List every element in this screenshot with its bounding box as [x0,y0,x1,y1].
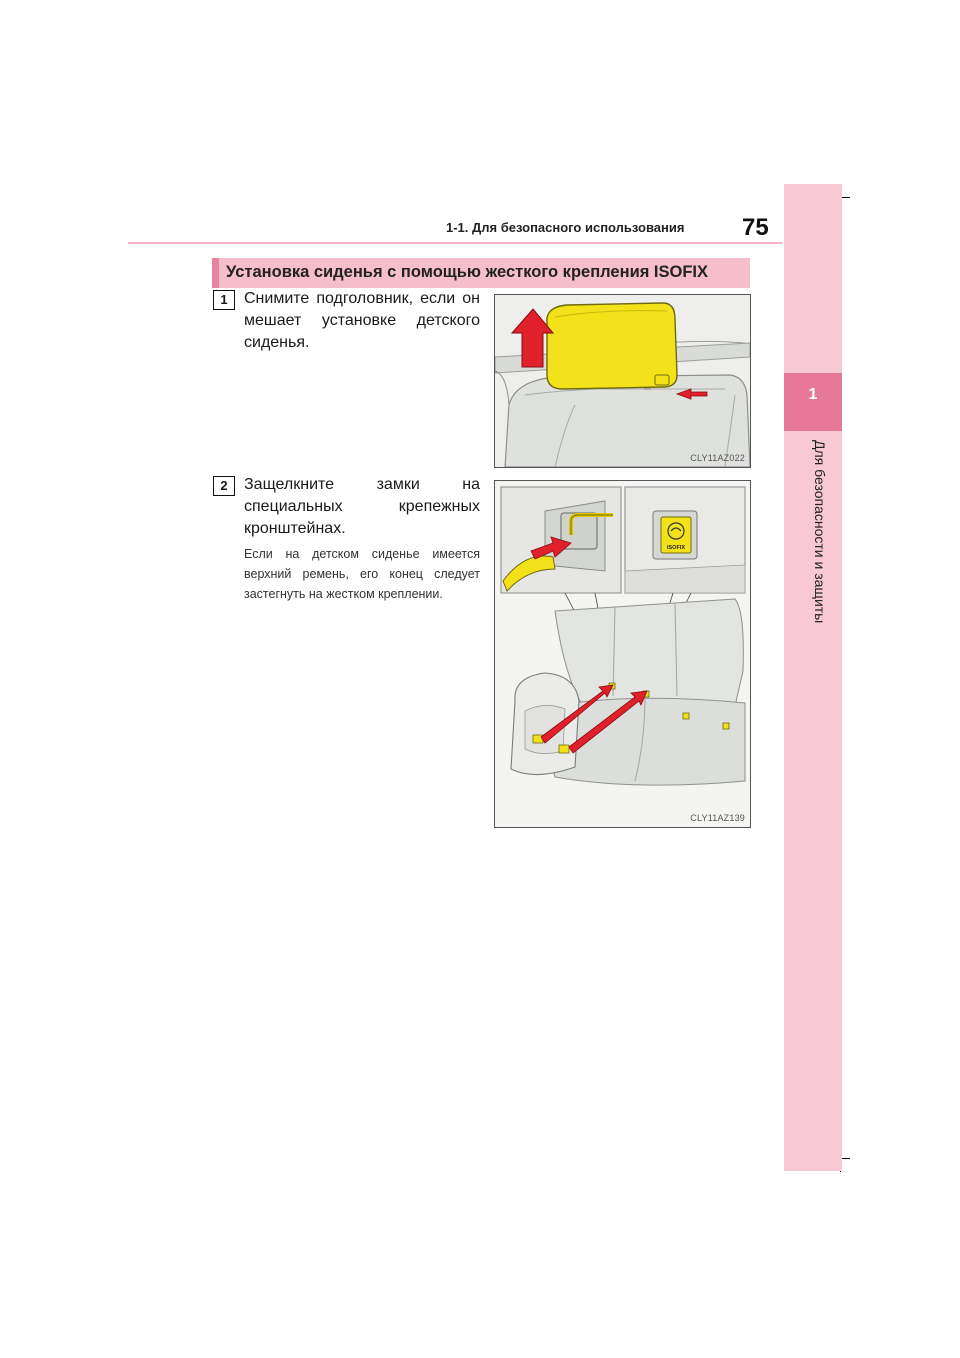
chapter-title: 1-1. Для безопасного использования [446,220,685,235]
step-2-badge: 2 [213,476,235,496]
chapter-tab-label-text: Для безопасности и защиты [812,440,828,624]
section-heading-accent [212,258,219,288]
page-number: 75 [742,214,769,241]
step-1-figure [494,294,751,468]
step-1-badge: 1 [213,290,235,310]
section-title: Установка сиденья с помощью жесткого крепления ISOFIX [226,263,709,281]
headrest-illustration [495,295,750,467]
step-2-figure [494,480,751,828]
step-2-note: Если на детском сиденье имеется верхний ремень, его конец следует застегнуть на жестком креплении. [244,547,480,601]
chapter-tab-strip [784,184,842,1171]
step-2-text: Защелкните замки на специальных крепежных кронштейнах. [244,476,480,537]
step-1-text: Снимите подголовник, если он мешает установке детского сиденья. [244,290,480,351]
chapter-tab-label [810,440,832,640]
isofix-illustration [495,481,750,827]
step-1-figure-code: CLY11AZ022 [690,453,745,463]
chapter-tab-number: 1 [808,386,818,403]
isofix-badge-text: ISOFIX [666,545,686,551]
header-rule [128,242,782,244]
step-2-figure-code: CLY11AZ139 [690,813,745,823]
